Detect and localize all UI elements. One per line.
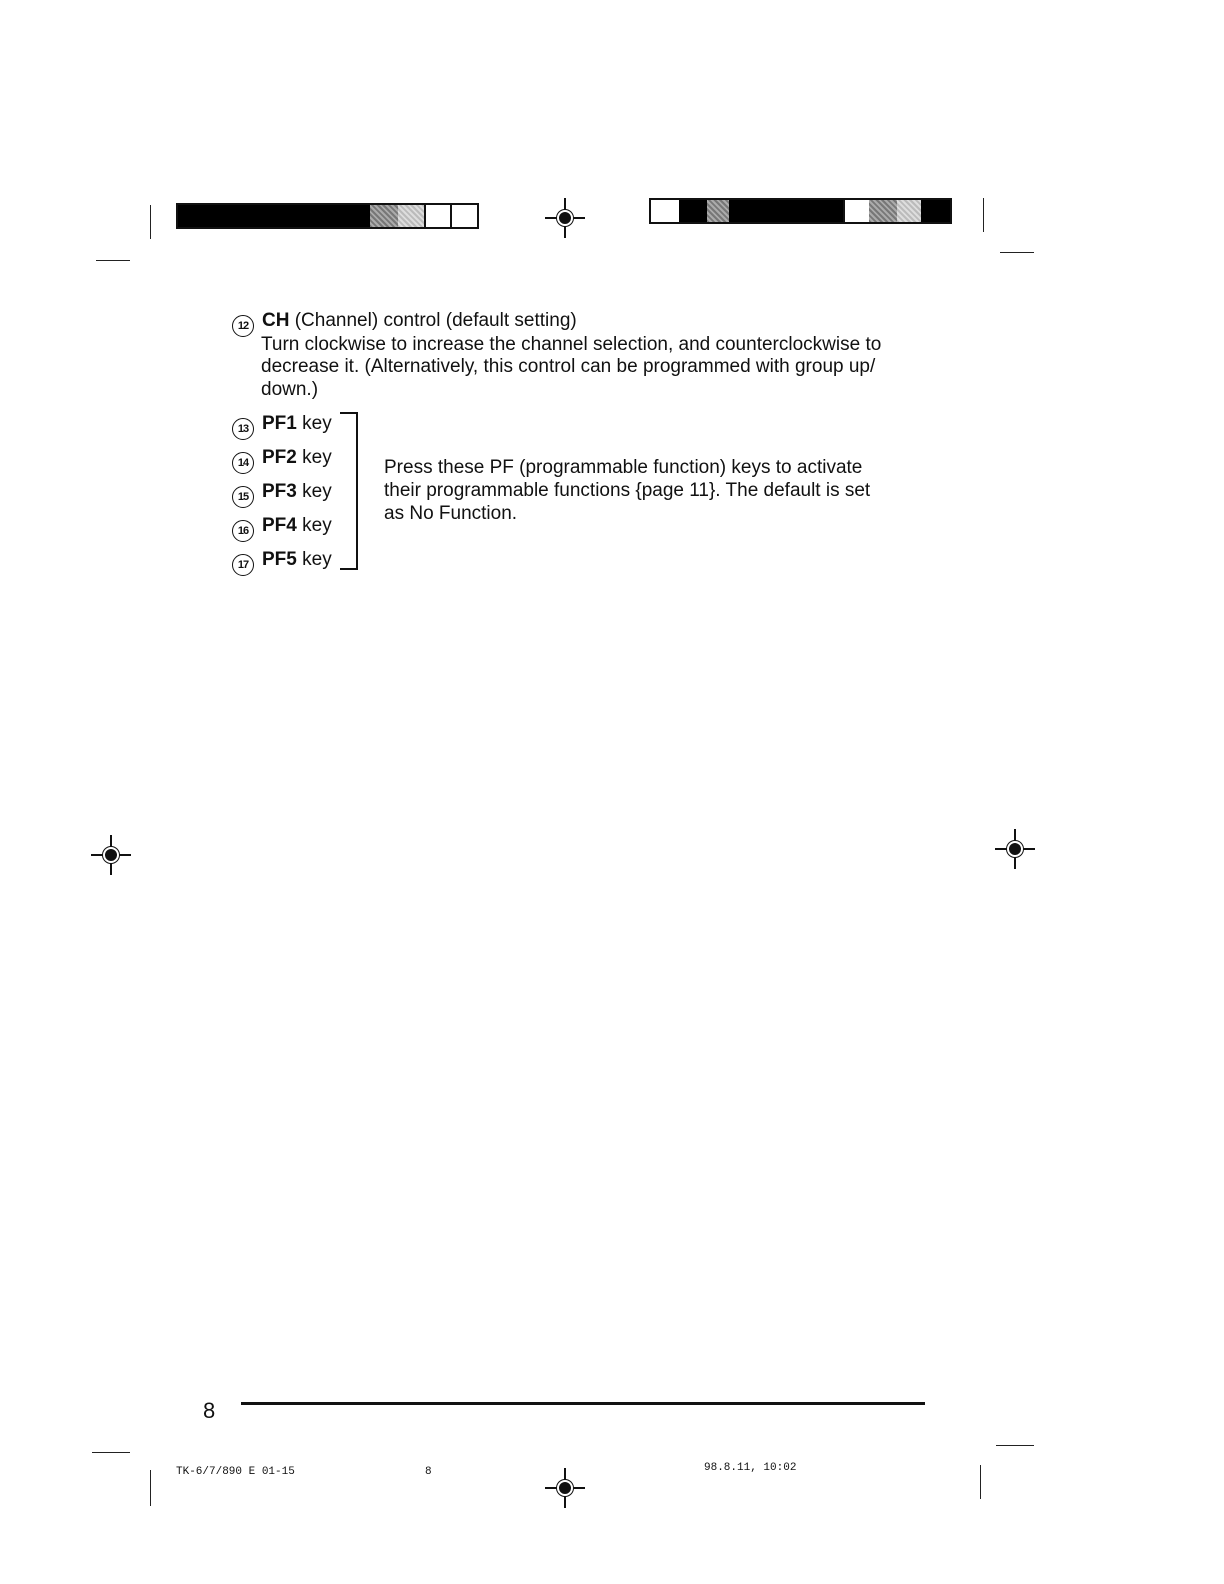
white-patch (651, 200, 679, 222)
footer-datetime: 98.8.11, 10:02 (704, 1462, 797, 1474)
pf-key-item (232, 515, 332, 542)
registration-mark-icon (995, 829, 1035, 869)
item-number: 13 (232, 418, 254, 440)
pf-key-bracket (340, 412, 358, 570)
white-patch (843, 200, 869, 222)
item-label: PF1 (262, 413, 297, 434)
item-number: 12 (232, 315, 254, 337)
item-suffix: key (302, 515, 332, 536)
registration-mark-icon (545, 1468, 585, 1508)
item-number: 14 (232, 452, 254, 474)
item-suffix: key (302, 549, 332, 570)
color-bar-left (176, 203, 479, 229)
item-number: 17 (232, 554, 254, 576)
white-patch (424, 205, 450, 227)
color-bar-right (649, 198, 952, 224)
item-text: (Channel) control (default setting) (294, 310, 577, 331)
crop-mark (96, 260, 130, 261)
crop-mark (150, 1470, 151, 1506)
gray-patch (398, 205, 424, 227)
gray-patch (370, 205, 398, 227)
item-suffix: key (302, 481, 332, 502)
registration-mark-icon (545, 198, 585, 238)
footer-page: 8 (425, 1466, 432, 1478)
pf-key-item (232, 481, 332, 508)
white-patch (450, 205, 477, 227)
pf-description-line-1: Press these PF (programmable function) keys to activate (384, 457, 863, 478)
crop-mark (996, 1445, 1034, 1446)
item-label: PF3 (262, 481, 297, 502)
crop-mark (92, 1452, 130, 1453)
crop-mark (150, 205, 151, 239)
item-label: PF2 (262, 447, 297, 468)
footer-doc-code: TK-6/7/890 E 01-15 (176, 1466, 295, 1478)
crop-mark (980, 1465, 981, 1499)
crop-mark (983, 198, 984, 232)
item-suffix: key (302, 447, 332, 468)
pf-key-item (232, 413, 332, 440)
footer-rule (241, 1402, 925, 1405)
gray-patch (869, 200, 897, 222)
item-label: PF5 (262, 549, 297, 570)
page-number: 8 (203, 1398, 216, 1423)
ch-description-line-1: Turn clockwise to increase the channel selection, and counterclockwise to (261, 334, 882, 355)
ch-description-line-2: decrease it. (Alternatively, this control can be programmed with group up/ (261, 356, 876, 377)
gray-patch (897, 200, 921, 222)
crop-mark (1000, 252, 1034, 253)
item-suffix: key (302, 413, 332, 434)
ch-description-line-3: down.) (261, 379, 319, 400)
item-label: CH (262, 310, 290, 331)
gray-patch (707, 200, 729, 222)
item-number: 16 (232, 520, 254, 542)
pf-key-item (232, 549, 332, 576)
item-number: 15 (232, 486, 254, 508)
pf-description-line-3: as No Function. (384, 503, 518, 524)
item-label: PF4 (262, 515, 297, 536)
pf-key-item (232, 447, 332, 474)
registration-mark-icon (91, 835, 131, 875)
pf-description-line-2: their programmable functions {page 11}. The default is set (384, 480, 871, 501)
